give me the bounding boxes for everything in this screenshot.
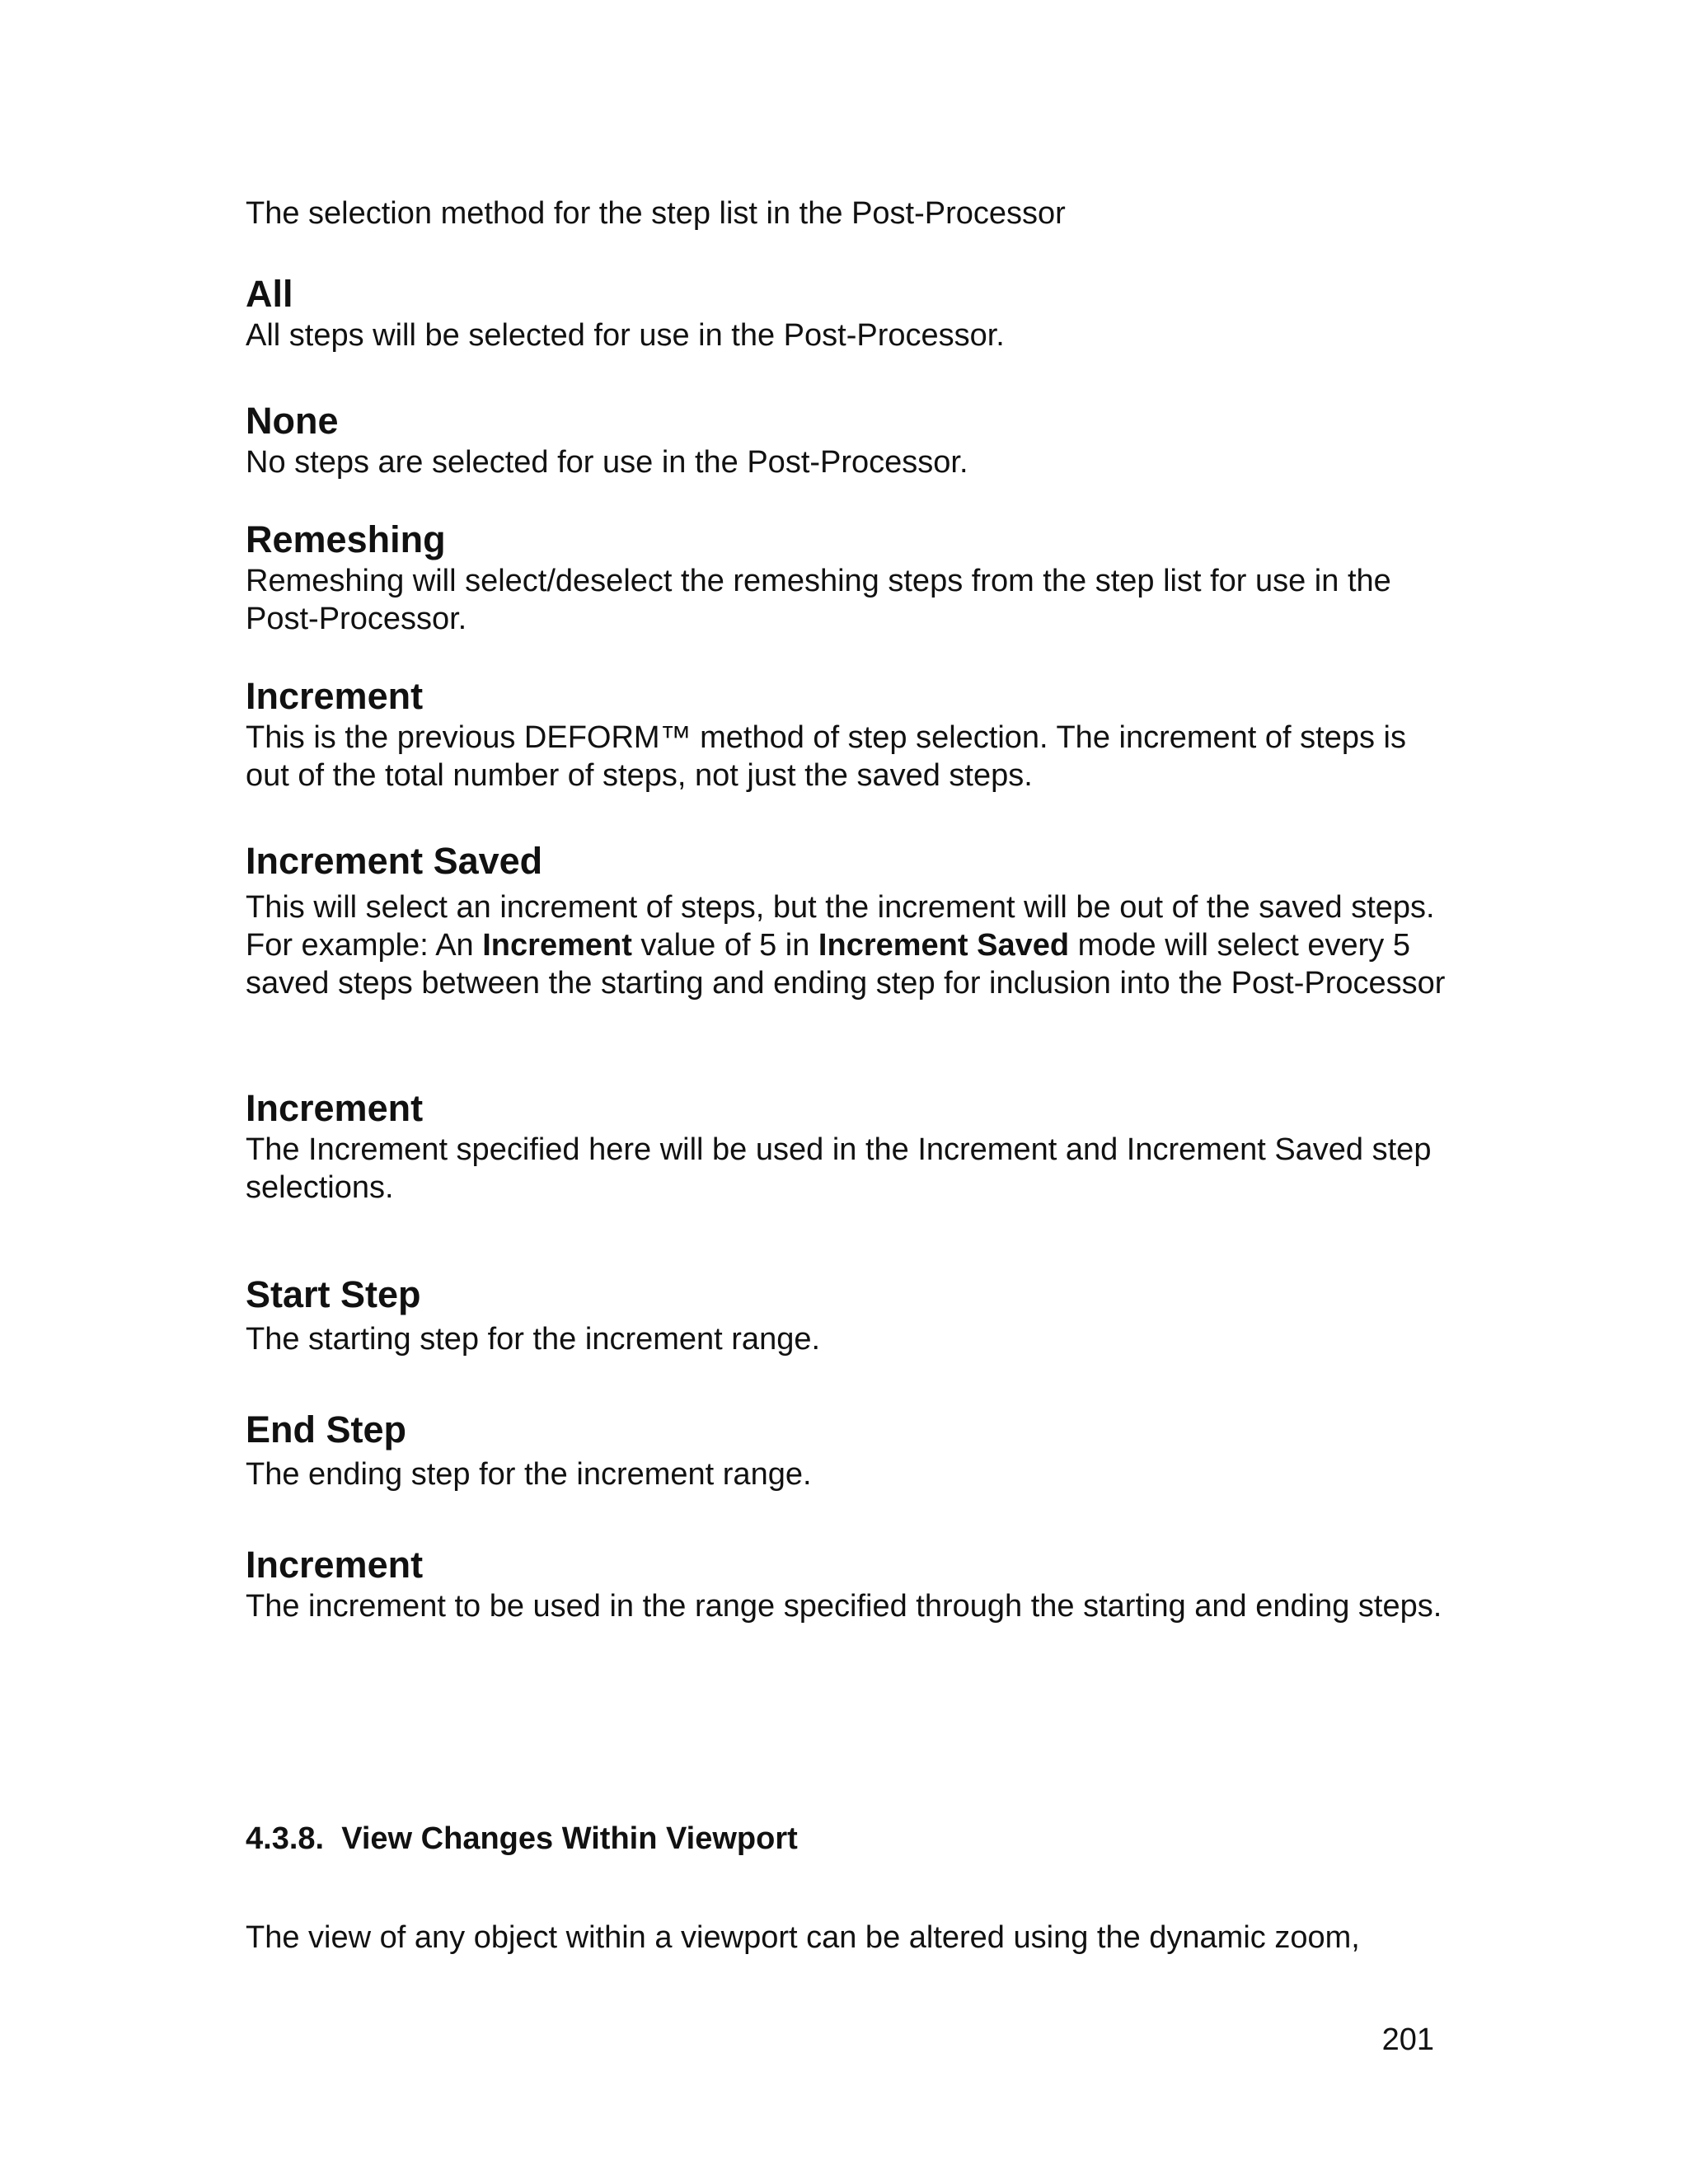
description-bold-text: Increment [482, 928, 632, 963]
closing-text: The view of any object within a viewport can be altered using the dynamic zoom, [246, 1920, 1360, 1955]
section-heading [246, 1820, 1457, 1858]
entry-increment-value [246, 1086, 1457, 1207]
entry-description: The Increment specified here will be used in the Increment and Increment Saved step selections. [246, 1132, 1432, 1205]
entry-all [246, 272, 1457, 354]
description-text: value of 5 in [631, 928, 818, 963]
entry-heading: End Step [246, 1408, 407, 1451]
entry-increment-range [246, 1543, 1457, 1625]
entry-heading: Increment [246, 1544, 424, 1586]
entry-description [246, 888, 1457, 1002]
entry-description: The increment to be used in the range specified through the starting and ending steps. [246, 1589, 1442, 1624]
entry-increment-saved [246, 839, 1457, 1002]
entry-heading: Increment Saved [246, 840, 543, 882]
entry-heading: Increment [246, 1087, 424, 1129]
entry-increment [246, 674, 1457, 794]
entry-heading: All [246, 273, 293, 315]
entry-description: This is the previous DEFORM™ method of step selection. The increment of steps is out of the total number of steps, not just the saved steps. [246, 720, 1406, 793]
entry-description: No steps are selected for use in the Post-Processor. [246, 445, 968, 480]
entry-description: The ending step for the increment range. [246, 1457, 812, 1492]
entry-heading: Remeshing [246, 518, 446, 560]
entry-heading: Start Step [246, 1273, 421, 1315]
entry-heading: None [246, 400, 339, 442]
entry-description: Remeshing will select/deselect the remeshing steps from the step list for use in the Post-Processor. [246, 564, 1391, 636]
entry-description: All steps will be selected for use in the Post-Processor. [246, 318, 1005, 353]
entry-end-step [246, 1408, 1457, 1493]
page-number: 201 [1381, 2022, 1434, 2057]
entry-none [246, 399, 1457, 481]
section-title: View Changes Within Viewport [341, 1821, 798, 1856]
description-text: mode will select every 5 saved steps between the starting and ending step for inclusion into the Post-Processor [246, 928, 1446, 1001]
description-text: This will select an increment of steps, but the increment will be out of the saved steps. For example: An [246, 890, 1435, 963]
description-bold-text: Increment Saved [818, 928, 1070, 963]
intro-text: The selection method for the step list in the Post-Processor [246, 196, 1066, 231]
entry-remeshing [246, 518, 1457, 638]
entry-start-step [246, 1272, 1457, 1358]
entry-description: The starting step for the increment range. [246, 1322, 821, 1357]
entry-heading: Increment [246, 675, 424, 717]
section-number: 4.3.8. [246, 1821, 325, 1856]
